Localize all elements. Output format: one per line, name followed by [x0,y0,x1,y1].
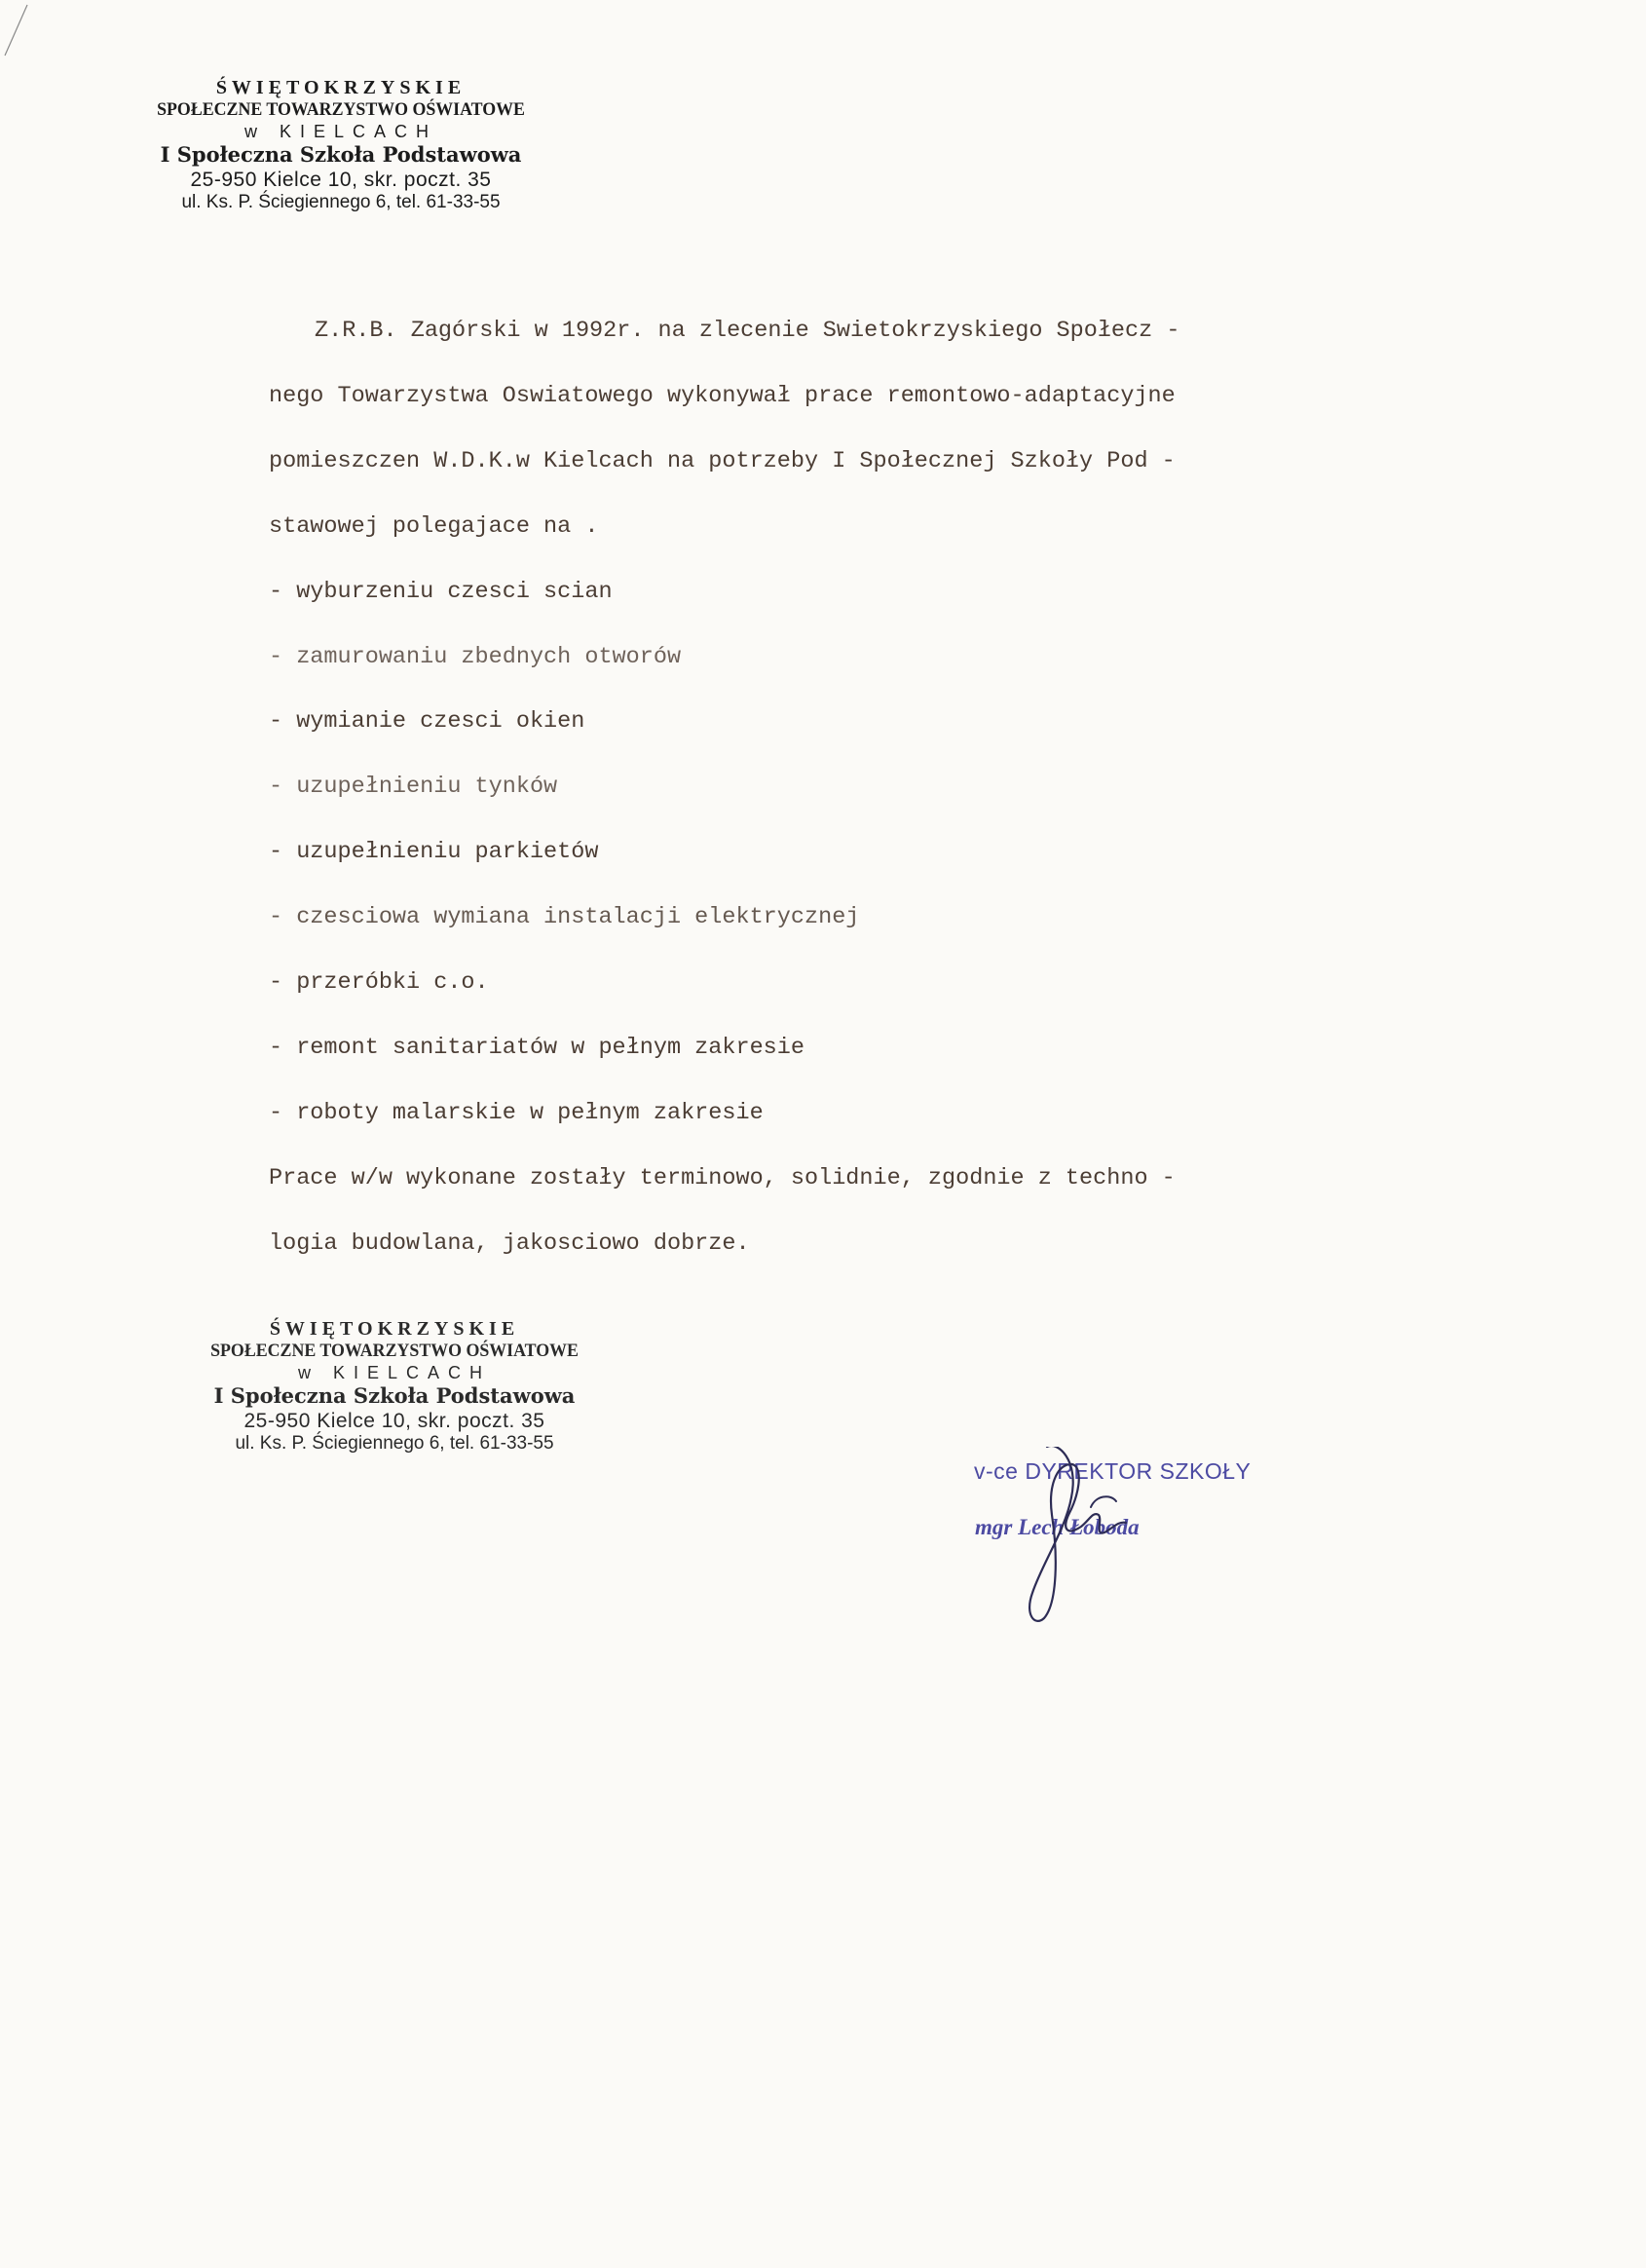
paragraph-line: stawowej polegajace na . [269,513,599,540]
work-item: - roboty malarskie w pełnym zakresie [269,1100,764,1126]
corner-pen-mark [2,2,31,60]
school-footer-stamp [161,1317,628,1455]
stamp-line-region: ŚWIĘTOKRZYSKIE [269,1318,520,1340]
work-item: - zamurowaniu zbednych otworów [269,644,682,670]
handwritten-signature [974,1447,1305,1627]
stamp-line-society: SPOŁECZNE TOWARZYSTWO OŚWIATOWE [210,1341,579,1361]
paragraph-line: Z.R.B. Zagórski w 1992r. na zlecenie Swietokrzyskiego Społecz - [315,318,1180,344]
stamp-line-city: w KIELCACH [297,1362,492,1382]
stamp-line-society: SPOŁECZNE TOWARZYSTWO OŚWIATOWE [157,99,525,120]
work-item: - uzupełnieniu tynków [269,774,558,800]
work-item: - remont sanitariatów w pełnym zakresie [269,1035,804,1061]
signature-block [974,1447,1305,1627]
paragraph-line: logia budowlana, jakosciowo dobrze. [269,1230,750,1257]
work-item: - uzupełnieniu parkietów [269,839,599,865]
signatory-title: v-ce DYREKTOR SZKOŁY [974,1458,1252,1484]
stamp-line-school: I Społeczna Szkoła Podstawowa [160,142,522,168]
stamp-line-postal: 25-950 Kielce 10, skr. poczt. 35 [190,168,492,191]
stamp-line-region: ŚWIĘTOKRZYSKIE [215,77,467,98]
stamp-line-city: w KIELCACH [243,121,438,141]
work-item: - przeróbki c.o. [269,969,489,996]
work-item: - wymianie czesci okien [269,708,585,735]
signatory-name: mgr Lech Łoboda [975,1515,1140,1539]
work-item: - wyburzeniu czesci scian [269,579,613,605]
paragraph-line: nego Towarzystwa Oswiatowego wykonywał prace remontowo-adaptacyjne [269,383,1176,409]
stamp-line-postal: 25-950 Kielce 10, skr. poczt. 35 [243,1409,545,1432]
stamp-line-street: ul. Ks. P. Ściegiennego 6, tel. 61-33-55 [235,1432,554,1454]
stamp-line-school: I Społeczna Szkoła Podstawowa [213,1383,576,1409]
stamp-line-street: ul. Ks. P. Ściegiennego 6, tel. 61-33-55 [181,191,501,212]
school-header-stamp [107,76,575,214]
work-item: - czesciowa wymiana instalacji elektrycznej [269,904,860,930]
paragraph-line: pomieszczen W.D.K.w Kielcach na potrzeby I Społecznej Szkoły Pod - [269,448,1176,474]
paragraph-line: Prace w/w wykonane zostały terminowo, solidnie, zgodnie z techno - [269,1165,1176,1191]
